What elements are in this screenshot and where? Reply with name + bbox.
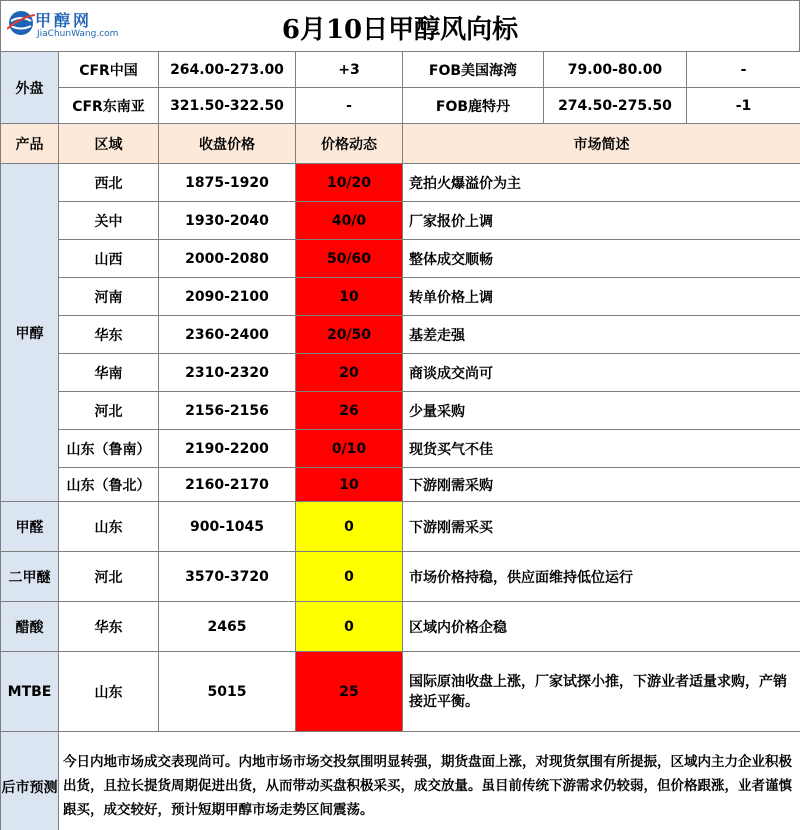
price-cell: 2465 <box>159 602 296 652</box>
region-cell: 华南 <box>59 354 159 392</box>
desc-cell: 商谈成交尚可 <box>403 354 800 392</box>
desc-cell: 现货买气不佳 <box>403 430 800 468</box>
price-cell: 2190-2200 <box>159 430 296 468</box>
header-product: 产品 <box>1 124 59 164</box>
region-cell: 关中 <box>59 202 159 240</box>
desc-cell: 整体成交顺畅 <box>403 240 800 278</box>
table-row <box>1 468 800 502</box>
header-desc: 市场简述 <box>403 124 800 164</box>
price-cell: 900-1045 <box>159 502 296 552</box>
price-cell: 2360-2400 <box>159 316 296 354</box>
region-cell: 山东（鲁北） <box>59 468 159 502</box>
table-header-row <box>1 124 800 164</box>
table-row <box>1 652 800 732</box>
external-price: 321.50-322.50 <box>159 88 296 124</box>
change-cell: 50/60 <box>296 240 403 278</box>
forecast-row <box>1 732 800 830</box>
header-region: 区域 <box>59 124 159 164</box>
external-change: - <box>296 88 403 124</box>
desc-cell: 区域内价格企稳 <box>403 602 800 652</box>
external-change: - <box>687 52 800 88</box>
price-cell: 3570-3720 <box>159 552 296 602</box>
region-cell: 山东（鲁南） <box>59 430 159 468</box>
desc-cell: 国际原油收盘上涨，厂家试探小推，下游业者适量求购，产销接近平衡。 <box>403 652 800 732</box>
price-cell: 2000-2080 <box>159 240 296 278</box>
external-name: FOB鹿特丹 <box>403 88 544 124</box>
table-row <box>1 164 800 202</box>
table-row <box>1 602 800 652</box>
table-row <box>1 278 800 316</box>
table-row <box>1 354 800 392</box>
change-cell: 0 <box>296 552 403 602</box>
external-price: 264.00-273.00 <box>159 52 296 88</box>
price-cell: 1930-2040 <box>159 202 296 240</box>
external-row <box>1 52 800 88</box>
change-cell: 10 <box>296 278 403 316</box>
desc-cell: 下游刚需采买 <box>403 502 800 552</box>
region-cell: 华东 <box>59 316 159 354</box>
table-row <box>1 240 800 278</box>
change-cell: 10/20 <box>296 164 403 202</box>
change-cell: 25 <box>296 652 403 732</box>
page-title: 6月10日甲醇风向标 <box>281 15 519 45</box>
table-row <box>1 430 800 468</box>
desc-cell: 转单价格上调 <box>403 278 800 316</box>
logo-text-en: JiaChunWang.com <box>37 29 119 39</box>
external-name: CFR中国 <box>59 52 159 88</box>
region-cell: 山西 <box>59 240 159 278</box>
desc-cell: 厂家报价上调 <box>403 202 800 240</box>
region-cell: 西北 <box>59 164 159 202</box>
region-cell: 山东 <box>59 502 159 552</box>
external-change: -1 <box>687 88 800 124</box>
region-cell: 河南 <box>59 278 159 316</box>
product-label: 二甲醚 <box>1 552 59 602</box>
change-cell: 0 <box>296 502 403 552</box>
change-cell: 20 <box>296 354 403 392</box>
price-cell: 2160-2170 <box>159 468 296 502</box>
desc-cell: 市场价格持稳，供应面维持低位运行 <box>403 552 800 602</box>
forecast-text: 今日内地市场成交表现尚可。内地市场市场交投氛围明显转强，期货盘面上涨，对现货氛围有所提振，区域内主力企业积极出货，且拉长提货周期促进出货，从而带动买盘积极采买，成交放量。虽目前传统下游需求仍较弱，但价格跟涨，业者谨慎跟买，成交较好，预计短期甲醇市场走势区间震荡。 <box>59 732 800 830</box>
change-cell: 20/50 <box>296 316 403 354</box>
external-change: +3 <box>296 52 403 88</box>
region-cell: 山东 <box>59 652 159 732</box>
price-cell: 5015 <box>159 652 296 732</box>
forecast-label: 后市预测 <box>1 732 59 830</box>
price-cell: 1875-1920 <box>159 164 296 202</box>
external-label: 外盘 <box>1 52 59 124</box>
desc-cell: 基差走强 <box>403 316 800 354</box>
product-label: MTBE <box>1 652 59 732</box>
domestic-market-table <box>0 123 800 830</box>
table-row <box>1 202 800 240</box>
title-bar <box>0 0 800 52</box>
change-cell: 40/0 <box>296 202 403 240</box>
external-name: CFR东南亚 <box>59 88 159 124</box>
price-cell: 2310-2320 <box>159 354 296 392</box>
external-price: 274.50-275.50 <box>544 88 687 124</box>
header-price: 收盘价格 <box>159 124 296 164</box>
product-label: 醋酸 <box>1 602 59 652</box>
change-cell: 0 <box>296 602 403 652</box>
external-price: 79.00-80.00 <box>544 52 687 88</box>
table-row <box>1 316 800 354</box>
header-change: 价格动态 <box>296 124 403 164</box>
change-cell: 10 <box>296 468 403 502</box>
external-row <box>1 88 800 124</box>
product-label: 甲醛 <box>1 502 59 552</box>
region-cell: 河北 <box>59 552 159 602</box>
region-cell: 华东 <box>59 602 159 652</box>
price-cell: 2090-2100 <box>159 278 296 316</box>
desc-cell: 下游刚需采购 <box>403 468 800 502</box>
logo-text-cn: 甲醇网 <box>35 11 93 30</box>
external-market-table <box>0 51 800 124</box>
table-row <box>1 392 800 430</box>
table-row <box>1 552 800 602</box>
region-cell: 河北 <box>59 392 159 430</box>
desc-cell: 竞拍火爆溢价为主 <box>403 164 800 202</box>
price-cell: 2156-2156 <box>159 392 296 430</box>
change-cell: 26 <box>296 392 403 430</box>
table-row <box>1 502 800 552</box>
desc-cell: 少量采购 <box>403 392 800 430</box>
external-name: FOB美国海湾 <box>403 52 544 88</box>
product-label-methanol: 甲醇 <box>1 164 59 502</box>
change-cell: 0/10 <box>296 430 403 468</box>
